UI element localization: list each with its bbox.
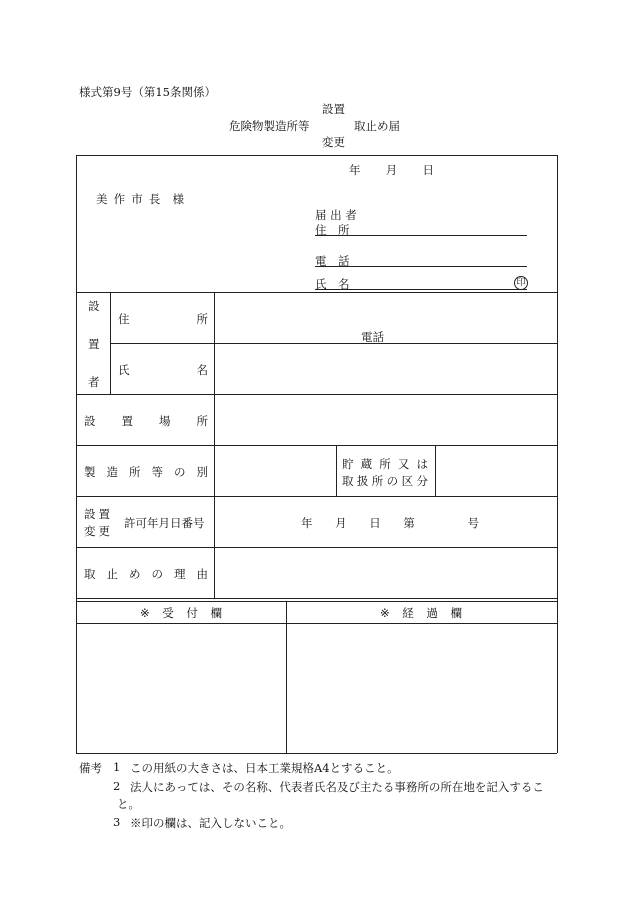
note-text: この用紙の大きさは、日本工業規格A4とすること。	[130, 761, 399, 775]
label-char: 場	[159, 414, 171, 428]
title-subject: 危険物製造所等	[229, 119, 310, 133]
note-number: 1	[113, 760, 121, 774]
table-border-right	[557, 155, 558, 601]
notifier-phone-field[interactable]	[315, 266, 527, 267]
label-char: 止	[106, 567, 118, 581]
label-char: 第	[403, 516, 415, 530]
label-char: 氏	[118, 363, 130, 377]
label-char: 所	[196, 312, 208, 326]
date-month-label: 月	[385, 163, 398, 177]
label-char: 欄	[210, 606, 222, 620]
label-char: は	[416, 457, 428, 471]
label-char: の	[174, 465, 186, 479]
reception-label	[140, 605, 222, 621]
label-char: 置	[121, 414, 133, 428]
label-char: 経	[402, 606, 414, 620]
label-char: 月	[335, 516, 347, 530]
label-char: ※	[140, 606, 150, 620]
table-border-left	[76, 155, 77, 601]
progress-label	[380, 605, 462, 621]
permit-value-field[interactable]	[301, 515, 479, 531]
title-option-change: 変更	[322, 135, 345, 149]
label-char: 号	[467, 516, 479, 530]
label-char: 過	[426, 606, 438, 620]
installer-group-char: 者	[88, 375, 100, 389]
label-char: 更	[98, 524, 110, 538]
label-char: 変	[84, 524, 96, 538]
label-char: 所	[129, 465, 141, 479]
label-char: の	[151, 567, 163, 581]
reason-label	[84, 566, 208, 582]
date-year-label: 年	[349, 163, 361, 177]
title-action: 取止め届	[354, 119, 400, 133]
notifier-label: 届 出 者	[315, 208, 357, 222]
label-char: 設	[84, 507, 96, 521]
label-char: の	[386, 474, 399, 488]
row-divider	[76, 496, 557, 497]
permit-label: 許可年月日番号	[124, 516, 205, 530]
label-char: 蔵	[360, 457, 373, 471]
label-char: 付	[186, 606, 198, 620]
label-char: 置	[98, 507, 110, 521]
permit-prefix-line2	[84, 523, 110, 539]
addressee-char: 作	[113, 192, 126, 206]
notifier-name-field[interactable]	[315, 289, 527, 290]
permit-prefix-line1	[84, 506, 110, 522]
title-option-install: 設置	[322, 102, 345, 116]
row-divider	[76, 601, 557, 602]
label-char: 欄	[450, 606, 462, 620]
label-char: 分	[416, 474, 428, 488]
facility-type-field[interactable]	[215, 446, 335, 495]
installer-name-field[interactable]	[215, 344, 556, 393]
facility-type-label	[84, 464, 208, 480]
label-char: 又	[397, 457, 410, 471]
storage-category-label-line2	[342, 473, 428, 489]
label-char: 製	[84, 465, 96, 479]
installer-phone-label: 電話	[361, 330, 384, 344]
storage-category-field[interactable]	[436, 446, 556, 495]
label-char: 年	[301, 516, 313, 530]
label-char: 扱	[356, 474, 369, 488]
label-char: 所	[379, 457, 391, 471]
addressee-char: 様	[172, 192, 184, 206]
note-text-continuation: と。	[117, 797, 140, 811]
label-char: 貯	[342, 457, 354, 471]
table-border-top	[76, 155, 557, 156]
label-char: め	[129, 567, 141, 581]
notes-heading: 備考	[79, 761, 102, 775]
installer-name-label	[118, 362, 208, 378]
label-char: 取	[342, 474, 354, 488]
notifier-name-label: 氏 名	[315, 277, 350, 291]
date-field	[349, 162, 434, 178]
form-number: 様式第9号（第15条関係）	[79, 85, 216, 99]
installer-address-label	[118, 311, 208, 327]
label-char: 設	[84, 414, 96, 428]
label-char: 造	[106, 465, 118, 479]
box-border-right	[557, 601, 558, 753]
label-char: 受	[162, 606, 174, 620]
label-char: 所	[196, 414, 208, 428]
column-divider	[110, 292, 111, 394]
box-header-divider	[76, 623, 557, 624]
addressee-char: 市	[131, 192, 143, 206]
label-char: 住	[118, 312, 130, 326]
label-char: 由	[196, 567, 208, 581]
label-char: 別	[196, 465, 208, 479]
addressee-char: 長	[148, 192, 161, 206]
seal-mark: 印	[514, 276, 528, 290]
installer-group-char: 設	[88, 299, 100, 313]
note-number: 2	[113, 779, 121, 793]
box-border-bottom	[76, 753, 557, 754]
row-divider	[76, 598, 557, 599]
reason-field[interactable]	[215, 548, 556, 597]
label-char: 理	[174, 567, 186, 581]
addressee	[96, 191, 184, 207]
label-char: 所	[371, 474, 384, 488]
label-char: ※	[380, 606, 390, 620]
label-char: 等	[151, 465, 163, 479]
note-text: ※印の欄は、記入しないこと。	[130, 816, 291, 830]
note-number: 3	[113, 815, 121, 829]
installer-address-field[interactable]	[215, 293, 556, 342]
location-label	[84, 413, 208, 429]
note-text: 法人にあっては、その名称、代表者氏名及び主たる事務所の所在地を記入するこ	[130, 780, 544, 794]
notifier-address-label: 住 所	[315, 223, 350, 237]
notifier-phone-label: 電 話	[315, 254, 350, 268]
notifier-address-field[interactable]	[315, 235, 527, 236]
location-field[interactable]	[215, 395, 556, 444]
label-char: 取	[84, 567, 96, 581]
date-day-label: 日	[422, 163, 434, 177]
label-char: 区	[401, 474, 414, 488]
column-divider	[336, 445, 337, 496]
label-char: 名	[196, 363, 208, 377]
storage-category-label-line1	[342, 456, 428, 472]
installer-group-char: 置	[88, 337, 100, 351]
addressee-char: 美	[96, 192, 108, 206]
label-char: 日	[369, 516, 381, 530]
